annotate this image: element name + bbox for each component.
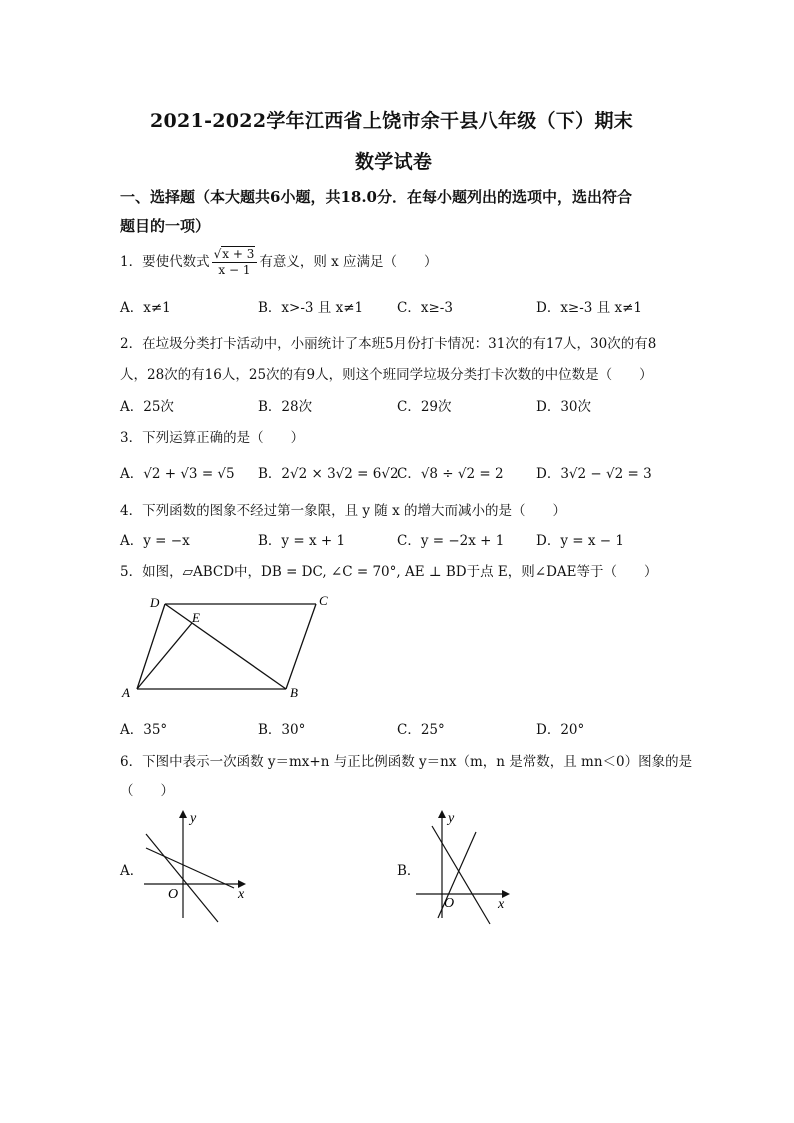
q1-stem [120, 247, 438, 278]
label-c: C [319, 593, 328, 608]
q4-stem: 4．下列函数的图象不经过第一象限，且 y 随 x 的增大而减小的是（ ） [120, 503, 566, 519]
q6-stem-line1: 6．下图中表示一次函数 y＝mx+n 与正比例函数 y＝nx（m，n 是常数，且 mn＜0）图象的是 [120, 754, 693, 770]
line-1 [146, 834, 218, 922]
y-label: y [448, 811, 455, 826]
diagonal-db [165, 604, 286, 689]
q6-stem-line2: （ ） [120, 783, 174, 799]
q2-stem-line2: 人，28次的有16人，25次的有9人，则这个班同学垃圾分类打卡次数的中位数是（ ） [120, 367, 653, 383]
q2-option-c[interactable]: C．29次 [397, 399, 452, 415]
q3-option-c[interactable]: C．√8 ÷ √2 = 2 [397, 466, 504, 482]
label-e: E [192, 610, 200, 625]
page-title-line2: 数学试卷 [355, 151, 433, 173]
page-title-line1: 2021-2022学年江西省上饶市余干县八年级（下）期末 [150, 110, 634, 132]
q1-option-a[interactable]: A．x≠1 [120, 300, 171, 316]
section-heading-line2: 题目的一项） [120, 217, 211, 235]
q5-option-b[interactable]: B．30° [258, 722, 306, 738]
q1-fraction: $\frac{√x + 3}{x - 1}$ [212, 247, 258, 278]
q5-option-c[interactable]: C．25° [397, 722, 445, 738]
y-axis-arrow-icon [179, 810, 187, 818]
q1-frac-num: x + 3 [222, 247, 255, 261]
q2-option-d[interactable]: D．30次 [536, 399, 592, 415]
edge-ad [137, 604, 165, 689]
q6-graph-b[interactable] [410, 806, 525, 926]
q4-option-c[interactable]: C．y = −2x + 1 [397, 533, 505, 549]
q5-stem: 5．如图，▱ABCD中，DB = DC, ∠C = 70°, AE ⊥ BD于点 E，则∠DAE等于（ ） [120, 564, 658, 580]
q4-option-a[interactable]: A．y = −x [120, 533, 190, 549]
label-b: B [290, 685, 298, 700]
q1-option-d[interactable]: D．x≥-3 且 x≠1 [536, 300, 642, 316]
y-axis-arrow-icon [438, 810, 446, 818]
q6-option-b-label[interactable]: B． [397, 863, 421, 879]
q3-stem: 3．下列运算正确的是（ ） [120, 430, 305, 446]
q2-option-b[interactable]: B．28次 [258, 399, 313, 415]
q5-parallelogram-figure [118, 590, 338, 705]
q1-frac-den: x − 1 [218, 263, 251, 277]
q2-stem-line1: 2．在垃圾分类打卡活动中，小丽统计了本班5月份打卡情况：31次的有17人，30次的有8 [120, 336, 657, 352]
q3-option-b[interactable]: B．2√2 × 3√2 = 6√2 [258, 466, 399, 482]
q3-option-a[interactable]: A．√2 + √3 = √5 [120, 466, 235, 482]
q1-option-c[interactable]: C．x≥-3 [397, 300, 453, 316]
q2-option-a[interactable]: A．25次 [120, 399, 174, 415]
q1-stem-after: 有意义，则 x 应满足（ ） [259, 254, 438, 270]
q4-option-d[interactable]: D．y = x − 1 [536, 533, 624, 549]
origin-label: O [444, 896, 455, 911]
q6-option-a-label[interactable]: A． [120, 863, 144, 879]
q4-option-b[interactable]: B．y = x + 1 [258, 533, 346, 549]
x-label: x [498, 897, 505, 912]
line-1 [432, 826, 490, 924]
segment-ae [137, 623, 192, 689]
q6-graph-a[interactable] [138, 806, 253, 926]
q1-stem-before: 1．要使代数式 [120, 254, 210, 270]
y-label: y [190, 811, 197, 826]
q5-option-d[interactable]: D．20° [536, 722, 585, 738]
q5-option-a[interactable]: A．35° [120, 722, 168, 738]
edge-bc [286, 604, 316, 689]
q3-option-d[interactable]: D．3√2 − √2 = 3 [536, 466, 652, 482]
section-heading-line1: 一、选择题（本大题共6小题，共18.0分．在每小题列出的选项中，选出符合 [120, 188, 632, 206]
line-2 [146, 848, 234, 888]
x-label: x [238, 887, 245, 902]
q1-option-b[interactable]: B．x>-3 且 x≠1 [258, 300, 364, 316]
origin-label: O [168, 887, 179, 902]
label-a: A [122, 685, 130, 700]
label-d: D [150, 595, 160, 610]
